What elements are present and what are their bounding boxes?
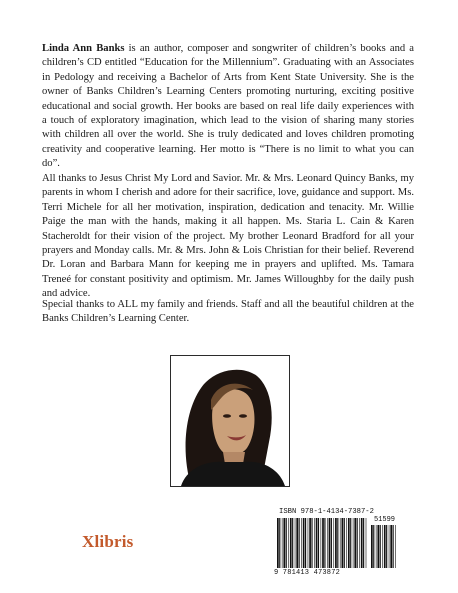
barcode-bar — [361, 518, 363, 568]
barcode-bar — [342, 518, 344, 568]
barcode-bar — [331, 518, 332, 568]
barcode-bar — [389, 525, 390, 568]
publisher-logo — [82, 532, 133, 552]
barcode-bar — [333, 518, 334, 568]
barcode-bar — [337, 518, 338, 568]
barcode-bar — [321, 518, 322, 568]
barcode-bar — [354, 518, 356, 568]
barcode-bar — [380, 525, 381, 568]
barcode-bar — [393, 525, 394, 568]
barcode-bar — [286, 518, 287, 568]
barcode-bar — [295, 518, 296, 568]
barcode-bar — [346, 518, 347, 568]
author-bio-text: is an author, composer and songwriter of children’s books and a children’s CD entitled “Education for the Millennium”. Graduating with an Associates in Pedology and receiving a Bachelor of Arts from Kent State University. She is the owner of Banks Children’s Learning Centers promoting nurturing, exciting positive educational and social growth. Her books are based on real life daily experiences with a touch of exploratory imagination, which lead to the vision of sharing many stories with children all over the world. She is truly dedicated and loves children promoting creativity and cooperative learning. Her motto is “There is no limit to what you can do”. — [42, 43, 414, 170]
barcode-bar — [371, 525, 373, 568]
barcode-bar — [314, 518, 315, 568]
barcode-bar — [282, 518, 283, 568]
barcode-bar — [299, 518, 300, 568]
barcode-bar — [322, 518, 324, 568]
barcode-bar — [301, 518, 302, 568]
barcode-bar — [395, 525, 396, 568]
barcode-ean-number: 9 781413 473872 — [274, 569, 341, 577]
barcode-bar — [316, 518, 318, 568]
barcode-bar — [292, 518, 293, 568]
barcode-bar — [363, 518, 364, 568]
author-bio — [42, 42, 414, 172]
acknowledgements: All thanks to Jesus Christ My Lord and Savior. Mr. & Mrs. Leonard Quincy Banks, my parents in whom I cherish and adore for their sacrifice, love, guidance and support. Ms. Terri Michele for all her motivation, inspiration, dedication and tenacity. Mr. Willie Paige the man with the hands, making it all happen. Ms. Staria L. Cain & Karen Stacheroldt for their vision of the project. My brother Leonard Bradford for all your prayers and Monday calls. Mr. & Mrs. John & Lois Christian for their belief. Reverend Dr. Loran and Barbara Mann for keeping me in prayers and uplifted. Ms. Tamara Treneé for constant positivity and optimism. Mr. James Willoughby for the daily push and advice. — [42, 173, 414, 300]
barcode-bar — [329, 518, 331, 568]
barcode-bar — [357, 518, 358, 568]
special-thanks: Special thanks to ALL my family and friends. Staff and all the beautiful children at the Banks Children’s Learning Center. — [42, 299, 414, 325]
barcode-icon — [277, 518, 369, 568]
barcode-bar — [324, 518, 325, 568]
barcode-bar — [296, 518, 298, 568]
barcode-bar — [277, 518, 279, 568]
barcode-bar — [309, 518, 311, 568]
barcode-bar — [376, 525, 377, 568]
barcode-bar — [288, 518, 289, 568]
barcode-bar — [335, 518, 337, 568]
barcode-bar — [348, 518, 350, 568]
author-photo — [170, 355, 290, 487]
barcode-bar — [353, 518, 354, 568]
isbn-label: ISBN 978-1-4134-7387-2 — [279, 508, 374, 516]
barcode-bar — [303, 518, 305, 568]
barcode-bar — [305, 518, 306, 568]
barcode-bar — [390, 525, 392, 568]
author-name: Linda Ann Banks — [42, 43, 125, 54]
barcode-bar — [318, 518, 319, 568]
isbn-barcode — [271, 508, 401, 580]
barcode-bar — [373, 525, 374, 568]
barcode-bar — [377, 525, 379, 568]
barcode-addon-icon — [371, 525, 398, 568]
barcode-bar — [311, 518, 312, 568]
barcode-bar — [308, 518, 309, 568]
barcode-bar — [279, 518, 280, 568]
barcode-bar — [386, 525, 387, 568]
barcode-bar — [366, 518, 367, 568]
barcode-bar — [290, 518, 292, 568]
barcode-bar — [350, 518, 351, 568]
barcode-addon-number: 51599 — [374, 516, 396, 524]
publisher-logo-text: Xlibris — [82, 532, 134, 551]
author-portrait-icon — [171, 356, 289, 486]
barcode-bar — [327, 518, 328, 568]
barcode-bar — [344, 518, 345, 568]
barcode-bar — [359, 518, 360, 568]
barcode-bar — [283, 518, 285, 568]
barcode-bar — [384, 525, 386, 568]
barcode-bar — [382, 525, 383, 568]
barcode-bar — [340, 518, 341, 568]
